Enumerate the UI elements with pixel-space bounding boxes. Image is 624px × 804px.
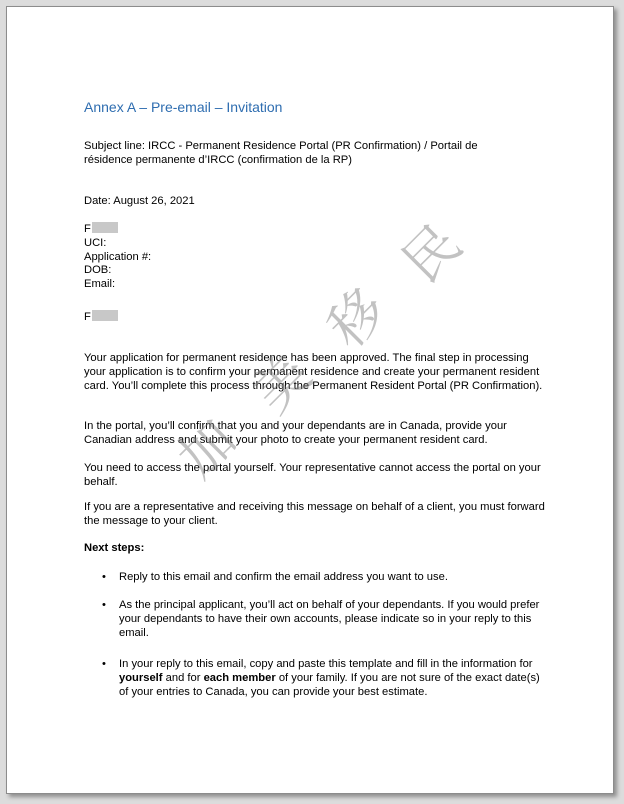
bullet-1: • [102, 571, 106, 583]
email-field: Email: [84, 278, 116, 291]
paragraph-portal: In the portal, you’ll confirm that you and your dependants are in Canada, provide your Canadian address and submit your photo to create your permanent resident card. [84, 420, 507, 446]
watermark-char: 美 [240, 341, 324, 425]
step-reply-email: Reply to this email and confirm the email address you want to use. [119, 571, 448, 583]
recipient-fields [84, 222, 151, 292]
greeting [84, 310, 118, 325]
redaction-block [92, 222, 118, 233]
paragraph-access: You need to access the portal yourself. Your representative cannot access the portal on your behalf. [84, 462, 541, 488]
watermark-char: 加 [165, 406, 249, 490]
bullet-2: • [102, 599, 106, 611]
subject-line-1: Subject line: IRCC - Permanent Residence Portal (PR Confirmation) / Portail de [84, 140, 478, 152]
subject-line-2: résidence permanente d’IRCC (confirmation de la RP) [84, 153, 352, 166]
step-template-text: and for [162, 671, 204, 684]
step-template-yourself: yourself [119, 671, 163, 684]
subject-line [84, 140, 546, 168]
paragraph-representative: If you are a representative and receiving this message on behalf of a client, you must forward the message to your client. [84, 501, 545, 527]
watermark-char: 移 [315, 276, 399, 360]
date-line: Date: August 26, 2021 [84, 195, 195, 207]
next-steps-heading: Next steps: [84, 542, 145, 554]
recipient-name-initial: F [84, 223, 91, 235]
annex-heading: Annex A – Pre-email – Invitation [84, 99, 283, 115]
dob-field: DOB: [84, 264, 112, 277]
step-template-text: of your family. If you are not sure of the exact date(s) of your entries to Canada, you can provide your best estimate. [119, 671, 540, 698]
paragraph-approved: Your application for permanent residence has been approved. The final step in processing your application is to confirm your permanent residence and create your permanent resident card. You’ll complete this process through the Permanent Resident Portal (PR Confirmation). [84, 352, 543, 392]
step-template [119, 658, 549, 699]
step-principal-applicant: As the principal applicant, you’ll act on behalf of your dependants. If you would prefer your dependants to have their own accounts, please indicate so in your reply to this email. [119, 599, 540, 639]
watermark-char: 民 [390, 211, 474, 295]
document-page [6, 6, 614, 794]
bullet-3: • [102, 658, 106, 670]
uci-field: UCI: [84, 236, 107, 249]
step-template-each-member: each member [203, 671, 276, 684]
step-template-text: In your reply to this email, copy and paste this template and fill in the information for [119, 658, 533, 670]
application-number-field: Application #: [84, 250, 152, 263]
greeting-initial: F [84, 311, 91, 323]
redaction-block [92, 310, 118, 321]
recipient-name [84, 222, 151, 237]
